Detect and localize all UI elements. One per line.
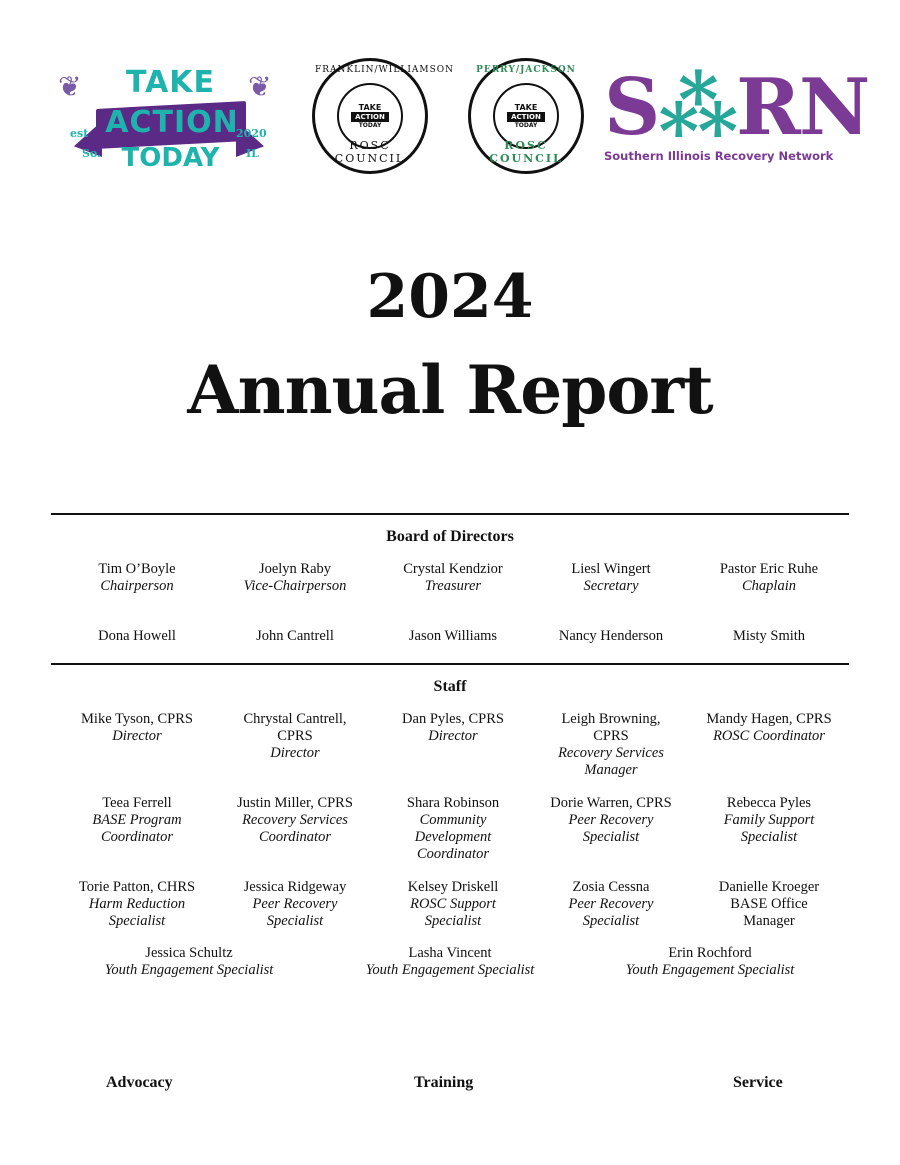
member-name: Dona Howell: [98, 628, 176, 644]
logo-text-action: ACTION: [105, 105, 239, 140]
seal-top-text: FRANKLIN/WILLIAMSON: [315, 65, 455, 75]
sirn-rn: RN: [736, 62, 869, 153]
seal-today: TODAY: [514, 121, 538, 129]
member-name: Danielle Kroeger: [718, 879, 820, 895]
pillar-training: Training: [414, 1074, 474, 1091]
staff-member: [374, 711, 532, 779]
member-name: Crystal Kendzior: [403, 561, 503, 577]
staff-row-3: [58, 879, 848, 930]
member-name: Chrystal Cantrell,: [243, 711, 347, 727]
sirn-logo: [604, 62, 869, 169]
staff-member: [216, 879, 374, 930]
staff-row-1: [58, 711, 848, 779]
person-figure-icon: ⁂: [658, 62, 737, 153]
member-name: Dan Pyles, CPRS: [402, 711, 504, 727]
staff-member: [532, 879, 690, 930]
member-role: Chairperson: [100, 578, 174, 594]
board-member: [374, 628, 532, 645]
staff-heading: Staff: [433, 678, 467, 695]
member-role: Peer Recovery: [252, 896, 338, 912]
member-name: Pastor Eric Ruhe: [719, 561, 819, 577]
member-name: John Cantrell: [256, 628, 334, 644]
staff-member: [374, 795, 532, 863]
member-role: Coordinator: [101, 829, 173, 845]
member-role: Specialist: [266, 913, 324, 929]
board-row-officers: [58, 561, 848, 595]
member-role: Family Support: [723, 812, 815, 828]
member-name: Misty Smith: [732, 628, 806, 644]
footer-pillars: [0, 1074, 900, 1096]
member-name: Jason Williams: [408, 628, 498, 644]
staff-member: [690, 795, 848, 863]
member-role: Recovery Services: [558, 745, 664, 761]
member-role: Manager: [743, 913, 795, 929]
member-name: Dorie Warren, CPRS: [550, 795, 672, 811]
board-member: [216, 628, 374, 645]
take-action-today-logo: [58, 67, 280, 179]
staff-member: [532, 711, 690, 779]
staff-member: [580, 945, 840, 979]
seal-action: ACTION: [351, 112, 389, 122]
franklin-williamson-rosc-seal: [312, 58, 455, 174]
member-role: Recovery Services: [242, 812, 348, 828]
sirn-wordmark: [604, 62, 869, 153]
seal-take: TAKE: [514, 102, 538, 112]
staff-member: [58, 879, 216, 930]
member-name: Nancy Henderson: [558, 628, 664, 644]
staff-row-4: [58, 945, 848, 979]
board-member: [216, 561, 374, 595]
member-role: Specialist: [582, 913, 640, 929]
member-role: Youth Engagement Specialist: [625, 962, 795, 978]
member-role: Chaplain: [742, 578, 796, 594]
member-role: Treasurer: [424, 578, 482, 594]
member-credential: CPRS: [277, 728, 313, 744]
staff-member: [216, 711, 374, 779]
seal-bottom-text: ROSC COUNCIL: [334, 139, 406, 165]
member-role: Coordinator: [259, 829, 331, 845]
member-role: Community: [419, 812, 487, 828]
member-role: Director: [112, 728, 162, 744]
board-member: [690, 561, 848, 595]
member-role: Director: [270, 745, 320, 761]
staff-member: [58, 711, 216, 779]
member-role: Manager: [584, 762, 638, 778]
staff-member: [216, 795, 374, 863]
seal-bottom-text: ROSC COUNCIL: [489, 139, 563, 165]
board-heading: Board of Directors: [386, 528, 514, 545]
logo-so: So.: [82, 147, 101, 160]
member-name: Liesl Wingert: [571, 561, 651, 577]
member-name: Shara Robinson: [406, 795, 500, 811]
member-role: BASE Office: [730, 896, 808, 912]
staff-member: [374, 879, 532, 930]
report-title: Annual Report: [187, 351, 713, 429]
member-role: Peer Recovery: [568, 896, 654, 912]
staff-member: [690, 879, 848, 930]
member-name: Mike Tyson, CPRS: [81, 711, 193, 727]
divider: [51, 663, 849, 665]
member-role: Specialist: [108, 913, 166, 929]
member-name: Mandy Hagen, CPRS: [706, 711, 832, 727]
member-name: Kelsey Driskell: [407, 879, 499, 895]
staff-member: [532, 795, 690, 863]
seal-action: ACTION: [507, 112, 545, 122]
board-member: [532, 628, 690, 645]
member-role: Specialist: [424, 913, 482, 929]
member-role: ROSC Support: [410, 896, 496, 912]
staff-row-2: [58, 795, 848, 863]
member-name: Jessica Ridgeway: [243, 879, 347, 895]
board-member: [690, 628, 848, 645]
member-name: Rebecca Pyles: [726, 795, 812, 811]
member-role: Vice-Chairperson: [243, 578, 347, 594]
seal-take: TAKE: [358, 102, 382, 112]
member-role: Coordinator: [417, 846, 489, 862]
member-role: Specialist: [740, 829, 798, 845]
logo-year: 2020: [236, 127, 267, 140]
pillar-advocacy: Advocacy: [106, 1074, 173, 1091]
logo-text-today: TODAY: [121, 143, 220, 173]
staff-member: [320, 945, 580, 979]
sirn-tagline: Southern Illinois Recovery Network: [604, 149, 834, 163]
logo-est: est: [70, 127, 89, 140]
board-member: [58, 561, 216, 595]
logo-row: [0, 55, 900, 185]
member-role: Secretary: [583, 578, 639, 594]
member-role: ROSC Coordinator: [713, 728, 825, 744]
member-name: Torie Patton, CHRS: [78, 879, 196, 895]
staff-member: [58, 795, 216, 863]
staff-member: [690, 711, 848, 779]
board-member: [532, 561, 690, 595]
logo-state: IL: [246, 147, 259, 160]
seal-top-text: PERRY/JACKSON: [476, 65, 576, 75]
member-credential: CPRS: [593, 728, 629, 744]
leaf-sprig-icon: ❦: [248, 70, 272, 103]
leaf-sprig-icon: ❦: [58, 70, 82, 103]
board-row-members: [58, 628, 848, 645]
seal-today: TODAY: [358, 121, 382, 129]
member-name: Jessica Schultz: [145, 945, 233, 961]
member-name: Leigh Browning,: [561, 711, 661, 727]
sirn-s: S: [604, 62, 659, 153]
logo-text-take: TAKE: [125, 65, 216, 100]
member-role: Harm Reduction: [88, 896, 186, 912]
board-member: [58, 628, 216, 645]
member-name: Teea Ferrell: [102, 795, 172, 811]
member-name: Lasha Vincent: [408, 945, 492, 961]
member-role: BASE Program: [92, 812, 182, 828]
member-name: Tim O’Boyle: [98, 561, 176, 577]
member-role: Peer Recovery: [568, 812, 654, 828]
member-name: Justin Miller, CPRS: [237, 795, 353, 811]
member-name: Erin Rochford: [668, 945, 752, 961]
member-role: Youth Engagement Specialist: [104, 962, 274, 978]
member-role: Director: [428, 728, 478, 744]
member-role: Development: [414, 829, 492, 845]
divider: [51, 513, 849, 515]
staff-member: [58, 945, 320, 979]
board-member: [374, 561, 532, 595]
perry-jackson-rosc-seal: [468, 58, 584, 174]
pillar-service: Service: [733, 1074, 783, 1091]
member-name: Joelyn Raby: [258, 561, 332, 577]
member-role: Specialist: [582, 829, 640, 845]
member-name: Zosia Cessna: [572, 879, 650, 895]
report-year: 2024: [366, 262, 534, 332]
member-role: Youth Engagement Specialist: [365, 962, 535, 978]
